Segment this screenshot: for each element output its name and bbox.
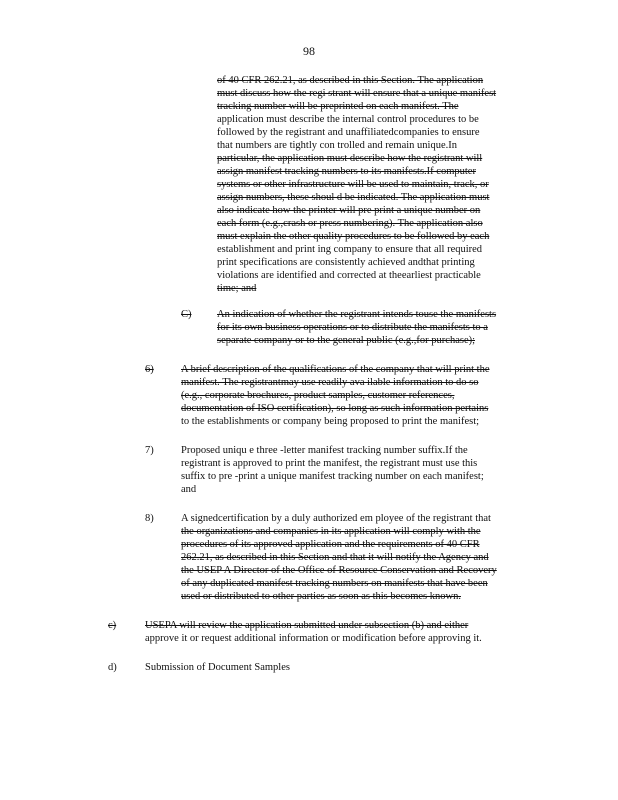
item-marker: c) bbox=[108, 620, 117, 631]
text-line: also indicate how the printer will pre print a unique number on bbox=[217, 205, 481, 216]
text-line: particular, the application must describe how the registrant will bbox=[217, 153, 483, 164]
text-line: violations are identified and corrected at theearliest practicable bbox=[217, 270, 481, 281]
item-marker: 6) bbox=[145, 364, 154, 375]
text-line: print specifications are consistently achieved andthat printing bbox=[217, 257, 475, 268]
text-line: assign numbers, these shoul d be indicated. The application must bbox=[217, 192, 490, 203]
item-marker: 7) bbox=[145, 445, 154, 456]
text-line: tracking number will be preprinted on each manifest. The bbox=[217, 101, 459, 112]
text-line: establishment and print ing company to ensure that all required bbox=[217, 244, 483, 255]
text-line: time; and bbox=[217, 283, 257, 294]
text-line: 262.21, as described in this Section and that it will notify the Agency and bbox=[181, 552, 489, 563]
text-line: of any duplicated manifest tracking numbers on manifests that have been bbox=[181, 578, 488, 589]
item-marker: C) bbox=[181, 309, 192, 320]
text-line: must discuss how the regi strant will ensure that a unique manifest bbox=[217, 88, 497, 99]
text-line: followed by the registrant and unaffiliatedcompanies to ensure bbox=[217, 127, 480, 138]
text-line: that numbers are tightly con trolled and remain unique.In bbox=[217, 140, 457, 151]
text-line: assign manifest tracking numbers to its manifests.If computer bbox=[217, 166, 476, 177]
text-line: separate company or to the general public (e.g.,for purchase); bbox=[217, 335, 476, 346]
text-line: An indication of whether the registrant intends touse the manifests bbox=[217, 309, 497, 320]
text-line: application must describe the internal control procedures to be bbox=[217, 114, 479, 125]
text-line: approve it or request additional information or modification before approving it. bbox=[145, 633, 482, 644]
text-line: Proposed uniqu e three -letter manifest tracking number suffix.If the bbox=[181, 445, 468, 456]
text-line: to the establishments or company being proposed to print the manifest; bbox=[181, 416, 480, 427]
text-line: procedures of its approved application and the requirements of 40 CFR bbox=[181, 539, 480, 550]
item-marker: d) bbox=[108, 662, 117, 673]
text-line: manifest. The registrantmay use readily ava ilable information to do so bbox=[181, 377, 479, 388]
text-line: systems or other infrastructure will be used to maintain, track, or bbox=[217, 179, 489, 190]
page-number: 98 bbox=[303, 44, 315, 58]
text-line: the organizations and companies in its application will comply with the bbox=[181, 526, 481, 537]
text-line: of 40 CFR 262.21, as described in this Section. The application bbox=[217, 75, 484, 86]
text-line: must explain the other quality procedures to be followed by each bbox=[217, 231, 490, 242]
text-line: for its own business operations or to distribute the manifests to a bbox=[217, 322, 488, 333]
section-heading: Submission of Document Samples bbox=[145, 662, 290, 673]
text-line: A signedcertification by a duly authorized em ployee of the registrant that bbox=[181, 513, 491, 524]
text-line: and bbox=[181, 484, 197, 495]
text-line: registrant is approved to print the manifest, the registrant must use this bbox=[181, 458, 478, 469]
item-marker: 8) bbox=[145, 513, 154, 524]
text-line: documentation of ISO certification), so long as such information pertains bbox=[181, 403, 489, 414]
text-line: used or distributed to other parties as soon as this becomes known. bbox=[181, 591, 461, 602]
text-line: suffix to pre -print a unique manifest tracking number on each manifest; bbox=[181, 471, 484, 482]
text-line: (e.g., corporate brochures, product samples, customer references, bbox=[181, 390, 455, 401]
text-line: the USEP A Director of the Office of Resource Conservation and Recovery bbox=[181, 565, 497, 576]
text-line: A brief description of the qualifications of the company that will print the bbox=[181, 364, 490, 375]
text-line: USEPA will review the application submitted under subsection (b) and either bbox=[145, 620, 469, 631]
text-line: each form (e.g.,crash or press numbering). The application also bbox=[217, 218, 483, 229]
